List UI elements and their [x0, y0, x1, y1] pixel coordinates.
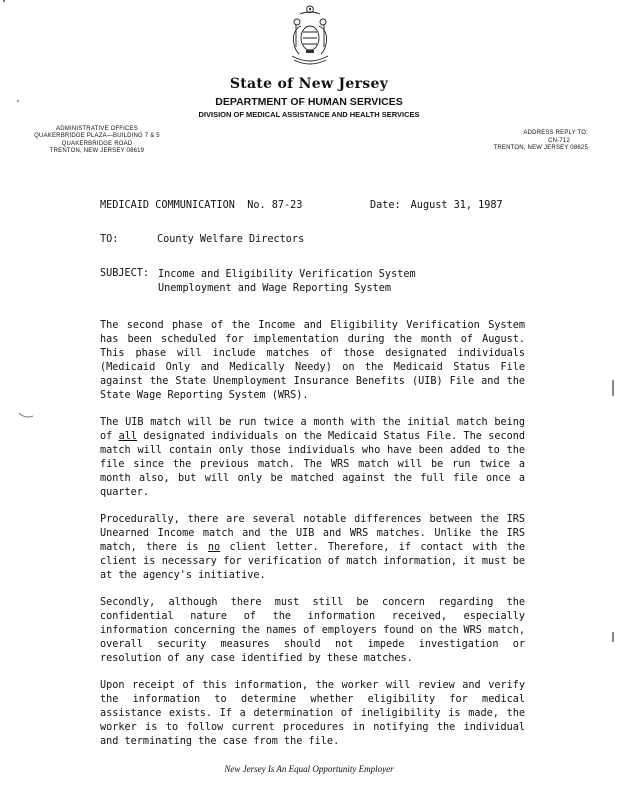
to-value: County Welfare Directors: [157, 234, 305, 245]
paragraph: The second phase of the Income and Eligibility Verification System has been scheduled for implementation during the month of August. This phase will include matches of those designated individuals (Medicaid Only and Medically Needy) on the Medicaid Status File against the State Unemployment Insurance Benefits (UIB) File and the State Wage Reporting System (WRS).: [100, 320, 525, 401]
paragraph: Secondly, although there must still be concern regarding the confidential nature of the information received, especially information concerning the names of employers found on the WRS match, overall security measures should not impede investigation or resolution of any case identified by these matches.: [100, 597, 525, 664]
scan-speck: [17, 100, 19, 102]
subject-line: Unemployment and Wage Reporting System: [158, 283, 392, 294]
paragraph-text: The UIB match will be run twice a month with the initial match being of: [100, 417, 525, 442]
address-line: QUAKERBRIDGE ROAD: [61, 140, 133, 147]
date-label: Date:: [370, 200, 401, 211]
state-name: State of New Jersey: [229, 76, 389, 92]
date-value: August 31, 1987: [410, 200, 503, 211]
underlined-word: all: [118, 431, 137, 442]
to-row: [100, 234, 305, 245]
paragraph-text: Procedurally, there are several notable differences between the IRS Unearned Income match and the UIB and WRS matches. Unlike the IRS match, there is: [100, 514, 525, 553]
margin-scratch-mark: [18, 412, 34, 418]
underlined-word: no: [207, 542, 221, 553]
footer-text: New Jersey Is An Equal Opportunity Employer: [224, 764, 394, 774]
to-label: TO:: [100, 234, 119, 245]
address-line: QUAKERBRIDGE PLAZA—BUILDING 7 & 5: [34, 133, 160, 140]
address-line: TRENTON, NEW JERSEY 08619: [49, 148, 145, 155]
paragraph-text: client letter. Therefore, if contact with the client is necessary for verification of match information, it must be at the agency's initiative.: [100, 542, 525, 581]
address-line: CN-712: [548, 137, 570, 144]
scan-speck: [3, 0, 5, 2]
edge-mark: [612, 380, 614, 396]
subject-row: [100, 268, 416, 294]
subject-text: [158, 268, 416, 296]
subject-label: SUBJECT:: [100, 268, 150, 279]
address-line: ADMINISTRATIVE OFFICES: [56, 126, 138, 132]
paragraph: Upon receipt of this information, the worker will review and verify the information to determine whether eligibility for medical assistance exists. If a determination of ineligibility is made, the worker is to follow current procedures in notifying the individual and terminating the case from the file.: [100, 680, 525, 747]
edge-mark: [612, 632, 614, 642]
division-name: DIVISION OF MEDICAL ASSISTANCE AND HEALTH SERVICES: [198, 110, 420, 119]
subject-line: Income and Eligibility Verification System: [158, 269, 416, 280]
paragraph: [100, 416, 525, 500]
administrative-offices-address: [22, 126, 172, 156]
reply-address: [438, 130, 588, 153]
address-line: ADDRESS REPLY TO:: [523, 130, 588, 136]
date-line: [370, 200, 503, 211]
address-line: TRENTON, NEW JERSEY 08625: [493, 145, 588, 152]
department-name: DEPARTMENT OF HUMAN SERVICES: [215, 96, 403, 108]
paragraph: [100, 513, 525, 583]
letter-body: [100, 319, 525, 762]
communication-number: MEDICAID COMMUNICATION No. 87-23: [100, 200, 303, 211]
state-seal-icon: [286, 4, 334, 68]
paragraph-text: designated individuals on the Medicaid Status File. The second match will contain only those individuals who have been added to the file since the previous match. The WRS match will be run twice a month also, but will only be matched against the full file once a quarter.: [100, 431, 526, 498]
